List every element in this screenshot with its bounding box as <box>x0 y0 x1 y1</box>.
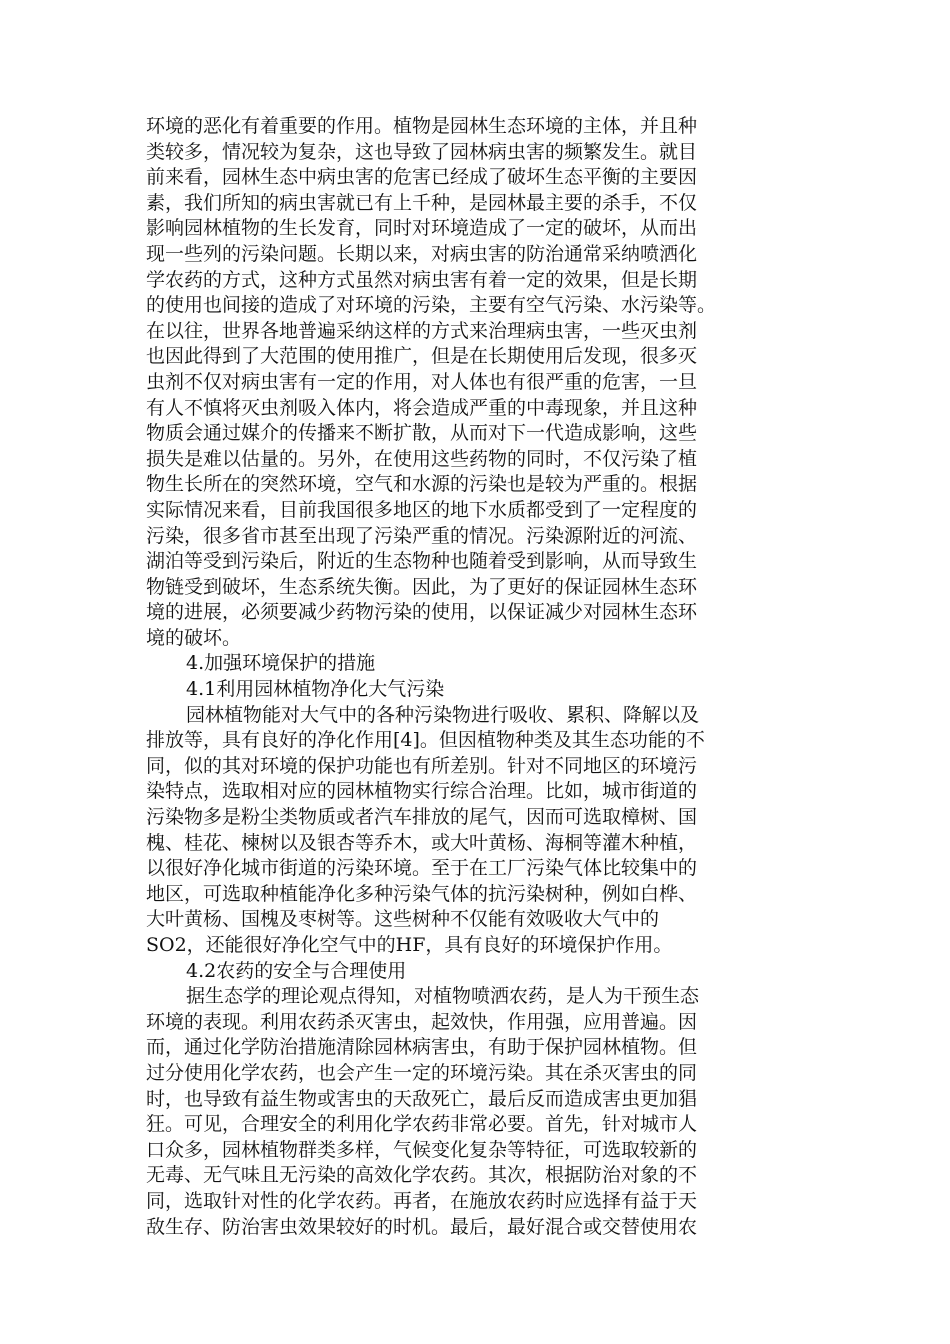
text-line: 无毒、无气味且无污染的高效化学农药。其次，根据防治对象的不 <box>146 1164 698 1187</box>
text-line: 时，也导致有益生物或害虫的天敌死亡，最后反而造成害虫更加猖 <box>146 1087 698 1110</box>
text-line: 前来看，园林生态中病虫害的危害已经成了破坏生态平衡的主要因 <box>146 166 698 189</box>
text-line: 损失是难以估量的。另外，在使用这些药物的同时，不仅污染了植 <box>146 447 698 470</box>
text-line: 4.1利用园林植物净化大气污染 <box>186 678 445 701</box>
text-line: 物生长所在的突然环境，空气和水源的污染也是较为严重的。根据 <box>146 473 698 496</box>
text-line: 的使用也间接的造成了对环境的污染，主要有空气污染、水污染等。 <box>146 294 717 317</box>
text-line: 物链受到破坏，生态系统失衡。因此，为了更好的保证园林生态环 <box>146 575 698 598</box>
text-line: 狂。可见，合理安全的利用化学农药非常必要。首先，针对城市人 <box>146 1113 698 1136</box>
text-line: 境的破坏。 <box>146 626 242 649</box>
text-line: 口众多，园林植物群类多样，气候变化复杂等特征，可选取较新的 <box>146 1138 698 1161</box>
text-line: 4.2农药的安全与合理使用 <box>186 959 407 982</box>
text-line: 同，选取针对性的化学农药。再者，在施放农药时应选择有益于天 <box>146 1189 698 1212</box>
text-line: 排放等，具有良好的净化作用[4]。但因植物种类及其生态功能的不 <box>146 729 705 752</box>
text-line: 影响园林植物的生长发育，同时对环境造成了一定的破坏，从而出 <box>146 217 698 240</box>
text-line: 虫剂不仅对病虫害有一定的作用，对人体也有很严重的危害，一旦 <box>146 370 698 393</box>
text-line: 敌生存、防治害虫效果较好的时机。最后，最好混合或交替使用农 <box>146 1215 698 1238</box>
text-line: 染特点，选取相对应的园林植物实行综合治理。比如，城市街道的 <box>146 780 698 803</box>
text-line: 有人不慎将灭虫剂吸入体内，将会造成严重的中毒现象，并且这种 <box>146 396 698 419</box>
text-line: 据生态学的理论观点得知，对植物喷洒农药，是人为干预生态 <box>186 985 700 1008</box>
text-line: 环境的表现。利用农药杀灭害虫，起效快，作用强，应用普遍。因 <box>146 1010 698 1033</box>
text-line: 以很好净化城市街道的污染环境。至于在工厂污染气体比较集中的 <box>146 857 698 880</box>
text-line: 学农药的方式，这种方式虽然对病虫害有着一定的效果，但是长期 <box>146 268 698 291</box>
text-line: 类较多，情况较为复杂，这也导致了园林病虫害的频繁发生。就目 <box>146 140 698 163</box>
text-line: 素，我们所知的病虫害就已有上千种，是园林最主要的杀手，不仅 <box>146 191 698 214</box>
text-line: 物质会通过媒介的传播来不断扩散，从而对下一代造成影响，这些 <box>146 422 698 445</box>
text-line: 园林植物能对大气中的各种污染物进行吸收、累积、降解以及 <box>186 703 700 726</box>
text-line: 过分使用化学农药，也会产生一定的环境污染。其在杀灭害虫的同 <box>146 1061 698 1084</box>
text-line: 境的进展，必须要减少药物污染的使用，以保证减少对园林生态环 <box>146 601 698 624</box>
text-line: 实际情况来看，目前我国很多地区的地下水质都受到了一定程度的 <box>146 498 698 521</box>
text-line: 湖泊等受到污染后，附近的生态物种也随着受到影响，从而导致生 <box>146 550 698 573</box>
text-line: 污染，很多省市甚至出现了污染严重的情况。污染源附近的河流、 <box>146 524 698 547</box>
document-body <box>146 114 806 1240</box>
text-line: 污染物多是粉尘类物质或者汽车排放的尾气，因而可选取樟树、国 <box>146 806 698 829</box>
text-line: 现一些列的污染问题。长期以来，对病虫害的防治通常采纳喷洒化 <box>146 242 698 265</box>
text-line: 地区，可选取种植能净化多种污染气体的抗污染树种，例如白桦、 <box>146 882 698 905</box>
text-line: SO2，还能很好净化空气中的HF，具有良好的环境保护作用。 <box>146 934 673 956</box>
text-line: 大叶黄杨、国槐及枣树等。这些树种不仅能有效吸收大气中的 <box>146 908 660 931</box>
text-line: 4.加强环境保护的措施 <box>186 652 376 675</box>
text-line: 同，似的其对环境的保护功能也有所差别。针对不同地区的环境污 <box>146 754 698 777</box>
text-line: 也因此得到了大范围的使用推广，但是在长期使用后发现，很多灭 <box>146 345 698 368</box>
text-line: 环境的恶化有着重要的作用。植物是园林生态环境的主体，并且种 <box>146 115 698 137</box>
text-line: 槐、桂花、楝树以及银杏等乔木，或大叶黄杨、海桐等灌木种植， <box>146 831 698 854</box>
text-line: 而，通过化学防治措施清除园林病害虫，有助于保护园林植物。但 <box>146 1036 698 1059</box>
text-line: 在以往，世界各地普遍采纳这样的方式来治理病虫害，一些灭虫剂 <box>146 319 698 342</box>
